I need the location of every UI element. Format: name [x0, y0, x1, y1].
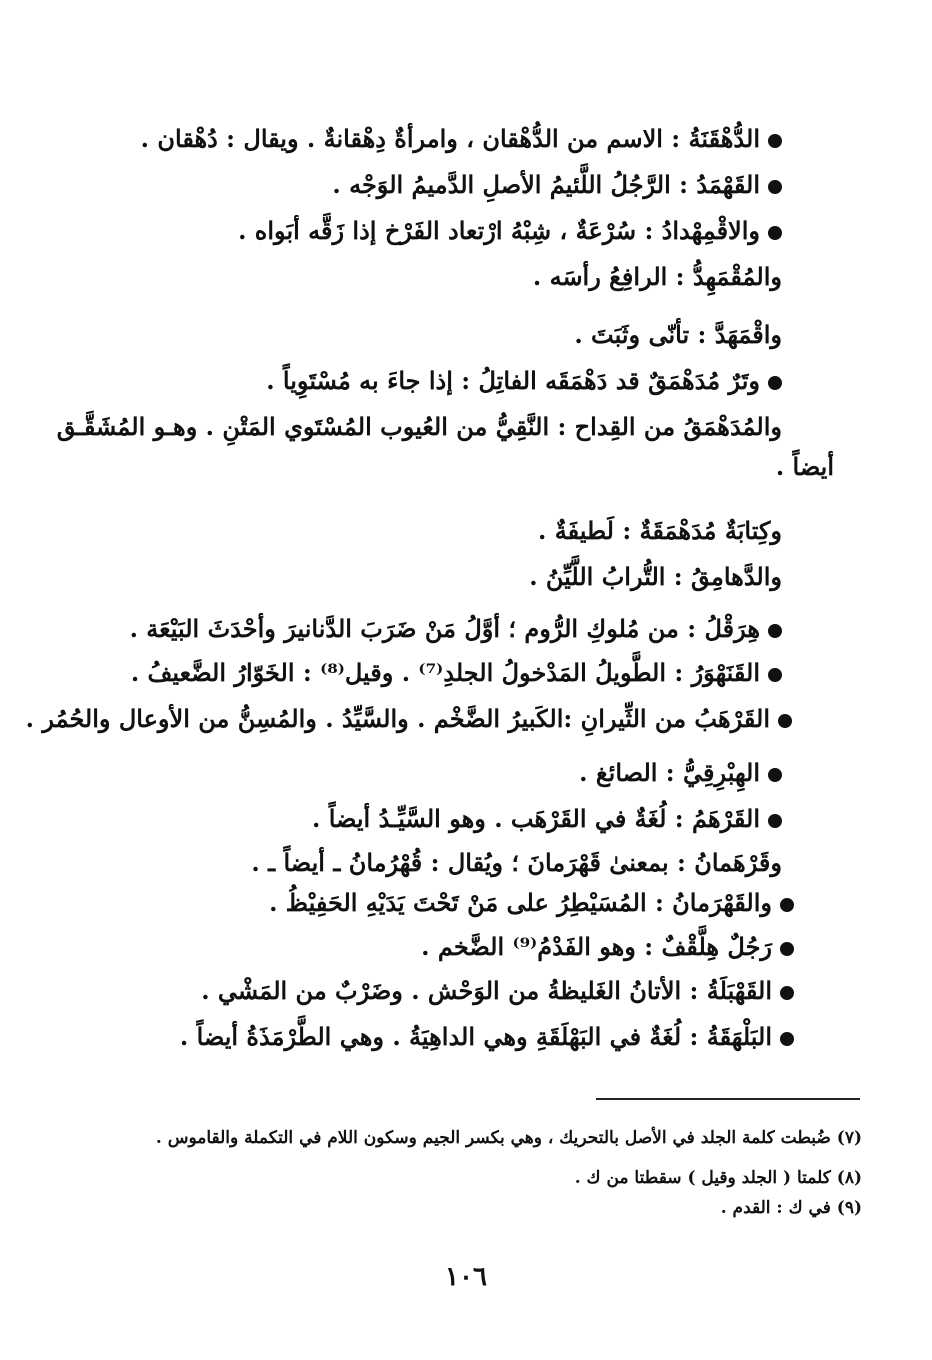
entry-text: واقْمَهَدَّ : تأنّى وثَبَتَ .: [574, 320, 782, 349]
entry-muqmahidd: [533, 260, 782, 294]
entry-qahraman: [269, 886, 794, 920]
entry-text: القَهْبَلَةُ : الأتانُ الغَليظةُ من الوَحْش . وضَرْبٌ من المَشْي .: [201, 976, 772, 1005]
entry-mudahmaq-continued: [776, 450, 834, 484]
bullet-icon: [768, 134, 782, 148]
bullet-icon: [768, 624, 782, 638]
entry-text: البَلْهَقَةُ : لُغَةٌ في البَهْلَقَةِ وهي الداهِيَةُ . وهي الطَّرْمَذَةُ أيضاً .: [179, 1022, 772, 1051]
entry-text: القَهْمَدُ : الرَّجُلُ اللَّئيمُ الأصلِ الدَّميمُ الوَجْه .: [332, 170, 760, 199]
entry-qahbala: [201, 974, 794, 1008]
entry-hilaqf: [421, 930, 794, 964]
entry-text: وقَرْهَمانُ : بمعنىٰ قَهْرَمانَ ؛ ويُقال : قُهْرُمانُ ـ أيضاً ـ .: [251, 848, 782, 877]
entry-kitaba-mudahmaqa: [538, 514, 782, 548]
bullet-icon: [768, 668, 782, 682]
entry-qarhab: [26, 702, 792, 736]
bullet-icon: [768, 376, 782, 390]
bullet-icon: [780, 942, 794, 956]
footnote-separator: [596, 1098, 860, 1100]
bullet-icon: [780, 986, 794, 1000]
bullet-icon: [768, 768, 782, 782]
bullet-icon: [768, 814, 782, 828]
entry-balhaqa: [180, 1020, 794, 1054]
entry-iqmahadd: [574, 318, 782, 352]
entry-text: والمُدَهْمَقُ من القِداح : النَّقِيُّ من العُيوب المُسْتَوي المَتْنِ . وهـو المُشَقَّـق: [56, 412, 782, 441]
entry-text: الهِبْرِقِيُّ : الصائغ .: [579, 758, 760, 787]
bullet-icon: [768, 180, 782, 194]
entry-text: والاقْمِهْدادُ : سُرْعَةٌ ، شِبْهُ ارْتعاد الفَرْخ إذا زَقَّه أبَواه .: [238, 216, 760, 245]
entry-text: القَرْهَمُ : لُغَةٌ في القَرْهَب . وهو السَّيِّـدُ أيضاً .: [312, 804, 760, 833]
entry-text: والدَّهامِقُ : التُّرابُ اللَّيِّنُ .: [529, 562, 782, 591]
entry-text: الدُّهْقَنَةُ : الاسم من الدُّهْقان ، وامرأةٌ دِهْقانةٌ . ويقال : دُهْقان .: [140, 124, 760, 153]
entry-qanahwar: [131, 656, 782, 690]
entry-text: هِرَقْلُ : من مُلوكِ الرُّوم ؛ أوَّلُ مَنْ ضَرَبَ الدَّنانيرَ وأحْدَثَ البَيْعَة .: [129, 614, 760, 643]
entry-dahamiq: [529, 560, 782, 594]
entry-mudahmaq-qidah: [57, 410, 782, 444]
entry-hibriqi: [579, 756, 782, 790]
entry-text: أيضاً .: [775, 452, 834, 481]
footnote-8: (٨) كلمتا ( الجلد وقيل ) سقطتا من ك .: [574, 1168, 862, 1188]
entry-qarham: [312, 802, 782, 836]
page-number: ١٠٦: [445, 1262, 487, 1292]
entry-hiraql: [130, 612, 782, 646]
entry-text: وكِتابَةٌ مُدَهْمَقَةٌ : لَطيفَةٌ .: [538, 516, 782, 545]
entry-text: وتَرٌ مُدَهْمَقٌ قد دَهْمَقَه الفاتِلُ : إذا جاءَ به مُسْتَوِياً .: [266, 366, 760, 395]
bullet-icon: [780, 1032, 794, 1046]
entry-iqmihdad: [238, 214, 782, 248]
entry-text: رَجُلٌ هِلَّقْفٌ : وهو الفَدْمُ⁽⁹⁾ الضَّخم .: [421, 932, 772, 961]
bullet-icon: [768, 226, 782, 240]
bullet-icon: [780, 898, 794, 912]
entry-qahmad: [332, 168, 782, 202]
entry-watar-mudahmaq: [266, 364, 782, 398]
entry-qarhaman: [251, 846, 782, 880]
entry-text: والقَهْرَمانُ : المُسَيْطِرُ على مَنْ تَحْتَ يَدَيْهِ الحَفِيْظُ .: [269, 888, 772, 917]
entry-text: القَنَهْوَرُ : الطَّويلُ المَدْخولُ الجلدِ⁽⁷⁾ . وقيل⁽⁸⁾ : الخَوّارُ الضَّعيفُ .: [130, 658, 760, 687]
entry-text: والمُقْمَهِدُّ : الرافِعُ رأسَه .: [532, 262, 782, 291]
entry-text: القَرْهَبُ من الثِّيرانِ :الكَبيرُ الضَّخْم . والسَّيِّدُ . والمُسِنُّ من الأوعال والحُمُر .: [25, 704, 770, 733]
bullet-icon: [778, 714, 792, 728]
footnote-7: (٧) ضُبطت كلمة الجلد في الأصل بالتحريك ، وهي بكسر الجيم وسكون اللام في التكملة والقاموس .: [155, 1128, 862, 1148]
entry-dahqana: [141, 122, 782, 156]
footnote-9: (٩) في ك : القدم .: [720, 1198, 862, 1218]
